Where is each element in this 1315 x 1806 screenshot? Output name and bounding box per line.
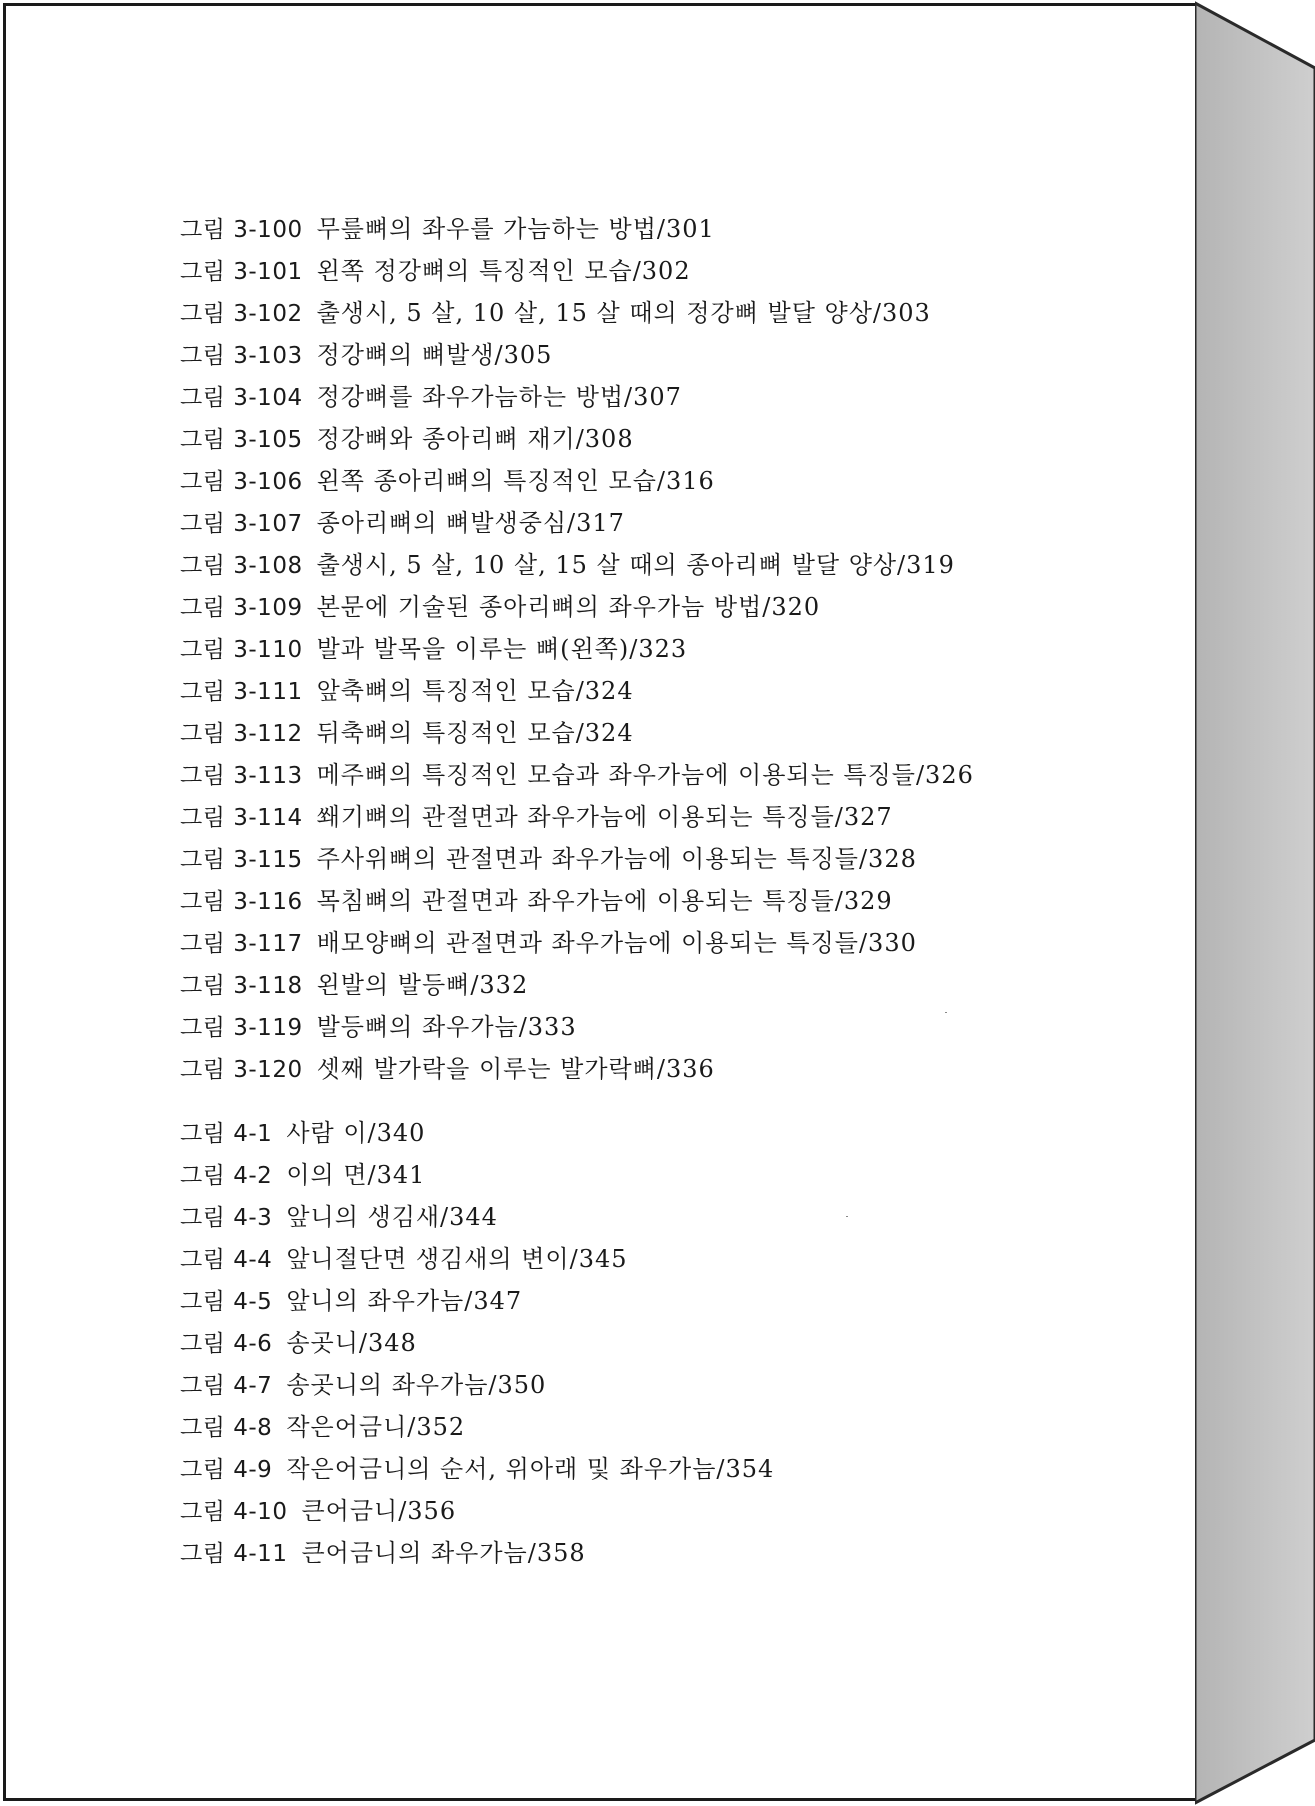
figure-entry bbox=[180, 670, 1180, 712]
figure-title: 출생시, 5 살, 10 살, 15 살 때의 정강뼈 발달 양상/303 bbox=[316, 299, 931, 327]
figure-entry bbox=[180, 1448, 1180, 1490]
figure-entry bbox=[180, 502, 1180, 544]
figure-label: 그림 3-107 bbox=[180, 511, 303, 537]
figure-label: 그림 4-4 bbox=[180, 1247, 273, 1273]
figure-title: 앞니절단면 생김새의 변이/345 bbox=[286, 1245, 628, 1273]
figure-title: 왼발의 발등뼈/332 bbox=[316, 971, 529, 999]
figure-title: 송곳니의 좌우가늠/350 bbox=[286, 1371, 547, 1399]
figure-entry bbox=[180, 1048, 1180, 1090]
figure-label: 그림 3-119 bbox=[180, 1015, 303, 1041]
figure-label: 그림 4-2 bbox=[180, 1163, 273, 1189]
figure-label: 그림 3-102 bbox=[180, 301, 303, 327]
figure-title: 쐐기뼈의 관절면과 좌우가늠에 이용되는 특징들/327 bbox=[316, 803, 893, 831]
figure-label: 그림 3-100 bbox=[180, 217, 303, 243]
group-gap bbox=[180, 1090, 1180, 1112]
figure-title: 정강뼈를 좌우가늠하는 방법/307 bbox=[316, 383, 682, 411]
figure-label: 그림 3-120 bbox=[180, 1057, 303, 1083]
figure-title: 왼쪽 종아리뼈의 특징적인 모습/316 bbox=[316, 467, 715, 495]
figure-title: 앞니의 생김새/344 bbox=[286, 1203, 498, 1231]
figure-title: 종아리뼈의 뼈발생중심/317 bbox=[316, 509, 625, 537]
figure-label: 그림 4-6 bbox=[180, 1331, 273, 1357]
figure-label: 그림 4-9 bbox=[180, 1457, 273, 1483]
figure-label: 그림 3-118 bbox=[180, 973, 303, 999]
figure-title: 앞축뼈의 특징적인 모습/324 bbox=[316, 677, 634, 705]
figure-title: 주사위뼈의 관절면과 좌우가늠에 이용되는 특징들/328 bbox=[316, 845, 917, 873]
figure-title: 왼쪽 정강뼈의 특징적인 모습/302 bbox=[316, 257, 691, 285]
figure-title: 뒤축뼈의 특징적인 모습/324 bbox=[316, 719, 634, 747]
figure-entry bbox=[180, 1112, 1180, 1154]
figure-label: 그림 3-101 bbox=[180, 259, 303, 285]
figure-entry bbox=[180, 754, 1180, 796]
figure-entry bbox=[180, 1154, 1180, 1196]
figure-label: 그림 3-112 bbox=[180, 721, 303, 747]
figure-label: 그림 3-113 bbox=[180, 763, 303, 789]
figure-entry bbox=[180, 334, 1180, 376]
figure-entry bbox=[180, 1238, 1180, 1280]
figure-label: 그림 3-114 bbox=[180, 805, 303, 831]
figure-title: 큰어금니의 좌우가늠/358 bbox=[301, 1539, 586, 1567]
figure-label: 그림 3-111 bbox=[180, 679, 303, 705]
figure-entry bbox=[180, 460, 1180, 502]
figure-entry bbox=[180, 250, 1180, 292]
figure-entry bbox=[180, 1406, 1180, 1448]
figure-title: 출생시, 5 살, 10 살, 15 살 때의 종아리뼈 발달 양상/319 bbox=[316, 551, 955, 579]
figure-entry bbox=[180, 1532, 1180, 1574]
figure-title: 셋째 발가락을 이루는 발가락뼈/336 bbox=[316, 1055, 715, 1083]
figure-title: 배모양뼈의 관절면과 좌우가늠에 이용되는 특징들/330 bbox=[316, 929, 917, 957]
figure-label: 그림 4-1 bbox=[180, 1121, 273, 1147]
figure-label: 그림 4-8 bbox=[180, 1415, 273, 1441]
figure-title: 무릎뼈의 좌우를 가늠하는 방법/301 bbox=[316, 215, 715, 243]
figure-title: 이의 면/341 bbox=[286, 1161, 426, 1189]
figure-label: 그림 4-10 bbox=[180, 1499, 288, 1525]
figure-title: 정강뼈와 종아리뼈 재기/308 bbox=[316, 425, 634, 453]
figure-title: 목침뼈의 관절면과 좌우가늠에 이용되는 특징들/329 bbox=[316, 887, 893, 915]
figure-label: 그림 4-7 bbox=[180, 1373, 273, 1399]
figure-label: 그림 4-5 bbox=[180, 1289, 273, 1315]
figure-title: 송곳니/348 bbox=[286, 1329, 417, 1357]
figure-title: 사람 이/340 bbox=[286, 1119, 426, 1147]
figure-list-chapter-4 bbox=[180, 1112, 1180, 1574]
figure-entry bbox=[180, 796, 1180, 838]
figure-entry bbox=[180, 1006, 1180, 1048]
figure-title: 메주뼈의 특징적인 모습과 좌우가늠에 이용되는 특징들/326 bbox=[316, 761, 974, 789]
figure-title: 작은어금니의 순서, 위아래 및 좌우가늠/354 bbox=[286, 1455, 775, 1483]
figure-entry bbox=[180, 1364, 1180, 1406]
figure-label: 그림 3-104 bbox=[180, 385, 303, 411]
figure-entry bbox=[180, 586, 1180, 628]
figure-entry bbox=[180, 1280, 1180, 1322]
figure-label: 그림 3-115 bbox=[180, 847, 303, 873]
figure-entry bbox=[180, 1490, 1180, 1532]
figure-label: 그림 3-103 bbox=[180, 343, 303, 369]
figure-title: 본문에 기술된 종아리뼈의 좌우가늠 방법/320 bbox=[316, 593, 821, 621]
figure-entry bbox=[180, 1322, 1180, 1364]
figure-entry bbox=[180, 292, 1180, 334]
figure-label: 그림 3-109 bbox=[180, 595, 303, 621]
figure-label: 그림 3-106 bbox=[180, 469, 303, 495]
figure-label: 그림 4-3 bbox=[180, 1205, 273, 1231]
figure-entry bbox=[180, 964, 1180, 1006]
figure-title: 작은어금니/352 bbox=[286, 1413, 466, 1441]
figure-entry bbox=[180, 418, 1180, 460]
figure-entry bbox=[180, 376, 1180, 418]
figure-entry bbox=[180, 838, 1180, 880]
figure-entry bbox=[180, 880, 1180, 922]
page-edge-shadow bbox=[1195, 0, 1315, 1806]
figure-label: 그림 3-108 bbox=[180, 553, 303, 579]
figure-title: 정강뼈의 뼈발생/305 bbox=[316, 341, 553, 369]
figure-label: 그림 3-110 bbox=[180, 637, 303, 663]
figure-title: 큰어금니/356 bbox=[301, 1497, 457, 1525]
figure-label: 그림 3-105 bbox=[180, 427, 303, 453]
figure-entry bbox=[180, 712, 1180, 754]
figure-title: 앞니의 좌우가늠/347 bbox=[286, 1287, 523, 1315]
figure-entry bbox=[180, 1196, 1180, 1238]
figure-entry bbox=[180, 922, 1180, 964]
figure-title: 발과 발목을 이루는 뼈(왼쪽)/323 bbox=[316, 635, 688, 663]
figure-list bbox=[180, 208, 1180, 1574]
figure-entry bbox=[180, 544, 1180, 586]
figure-entry bbox=[180, 208, 1180, 250]
figure-label: 그림 4-11 bbox=[180, 1541, 288, 1567]
figure-list-chapter-3 bbox=[180, 208, 1180, 1090]
figure-label: 그림 3-117 bbox=[180, 931, 303, 957]
figure-entry bbox=[180, 628, 1180, 670]
figure-title: 발등뼈의 좌우가늠/333 bbox=[316, 1013, 577, 1041]
figure-label: 그림 3-116 bbox=[180, 889, 303, 915]
